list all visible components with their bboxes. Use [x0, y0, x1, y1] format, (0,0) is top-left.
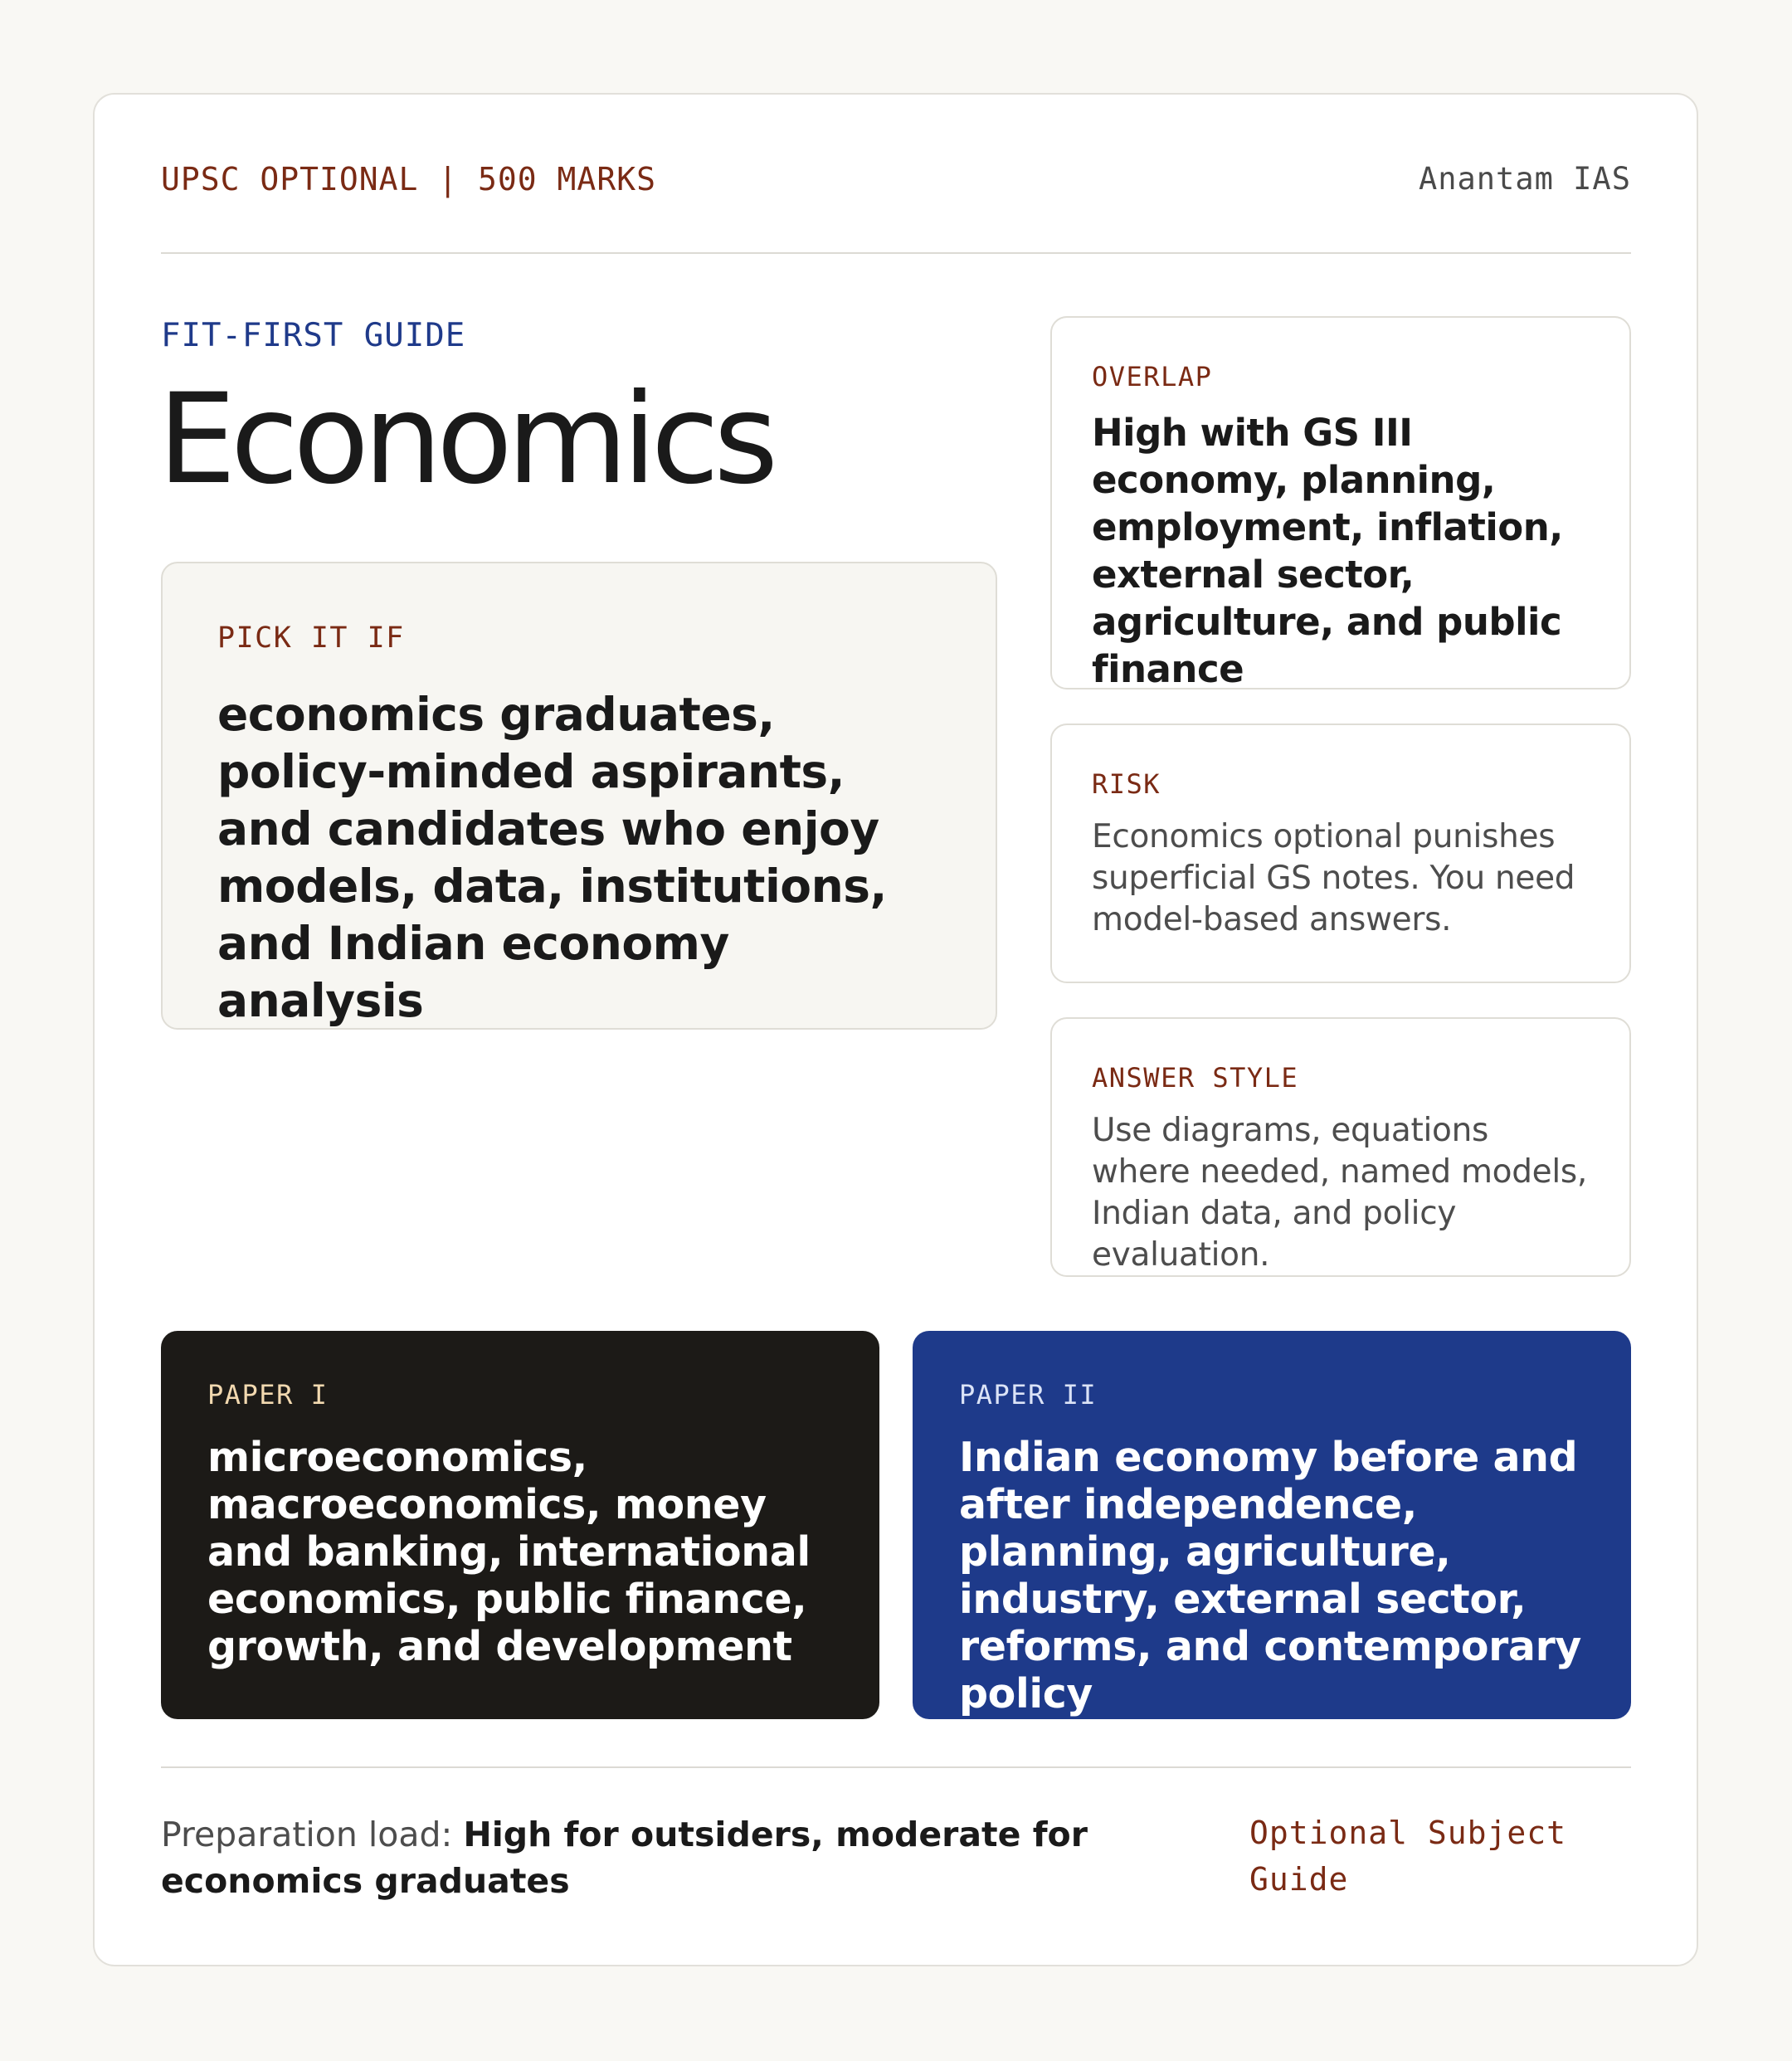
risk-label: RISK: [1092, 768, 1161, 800]
risk-panel: [1050, 724, 1631, 983]
answer-style-panel: [1050, 1017, 1631, 1277]
pick-text: economics graduates, policy-minded aspirants, and candidates who enjoy models, data, institutions, and Indian economy analysis: [217, 688, 887, 1027]
paper-i-label: PAPER I: [207, 1379, 329, 1411]
answer-style-text: Use diagrams, equations where needed, named models, Indian data, and policy evaluation.: [1092, 1112, 1587, 1274]
pick-it-if-panel: [161, 562, 997, 1030]
risk-text: Economics optional punishes superficial GS notes. You need model-based answers.: [1092, 818, 1575, 938]
load-key: Preparation load:: [161, 1815, 453, 1854]
overlap-text: High with GS III economy, planning, employment, inflation, external sector, agriculture, and public finance: [1092, 411, 1563, 691]
load-value: High for outsiders, moderate for economics graduates: [161, 1815, 1088, 1901]
guide-kicker: FIT-FIRST GUIDE: [161, 317, 466, 354]
overlap-panel: [1050, 316, 1631, 689]
overlap-label: OVERLAP: [1092, 361, 1213, 392]
pick-label: PICK IT IF: [217, 621, 405, 655]
footer: [161, 1766, 1631, 1901]
answer-style-label: ANSWER STYLE: [1092, 1062, 1299, 1094]
exam-eyebrow: UPSC OPTIONAL | 500 MARKS: [161, 161, 656, 197]
paper-i-text: microeconomics, macroeconomics, money and banking, international economics, public finance, growth, and development: [207, 1434, 811, 1670]
paper-ii-text: Indian economy before and after independence, planning, agriculture, industry, external sector, reforms, and contemporary policy: [959, 1434, 1581, 1718]
subject-guide-tag: Optional Subject Guide: [1249, 1815, 1567, 1898]
paper-i-panel: [161, 1331, 879, 1719]
preparation-load: [161, 1811, 1198, 1904]
page-title: Economics: [158, 368, 773, 512]
paper-ii-panel: [913, 1331, 1631, 1719]
paper-ii-label: PAPER II: [959, 1379, 1098, 1411]
header: [161, 161, 1631, 254]
brand-name: Anantam IAS: [1418, 161, 1631, 197]
